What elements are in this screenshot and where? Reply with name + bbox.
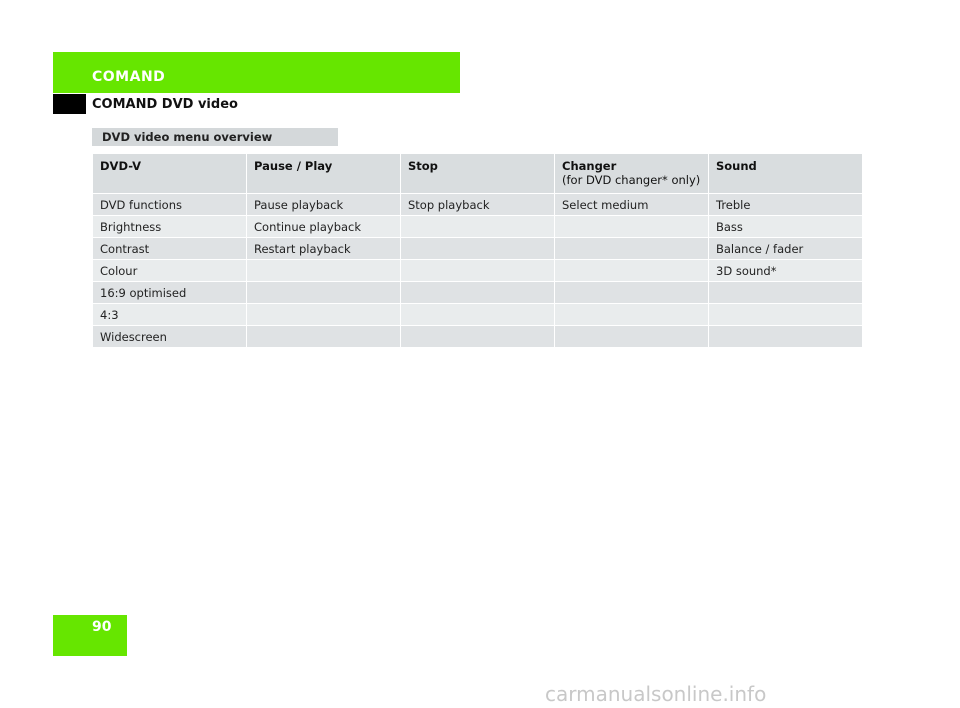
- table-cell: [555, 326, 708, 347]
- table-cell: Treble: [709, 194, 862, 215]
- table-cell: [401, 216, 554, 237]
- table-cell: DVD functions: [93, 194, 246, 215]
- table-row: [93, 304, 862, 325]
- table-row: [93, 216, 862, 237]
- table-cell: Bass: [709, 216, 862, 237]
- table-row: [93, 282, 862, 303]
- table-cell: [401, 238, 554, 259]
- table-cell: [555, 260, 708, 281]
- table-cell: [709, 326, 862, 347]
- table-cell: Contrast: [93, 238, 246, 259]
- table-caption: DVD video menu overview: [102, 130, 273, 144]
- watermark-text: carmanualsonline.info: [545, 682, 767, 706]
- table-cell: [555, 216, 708, 237]
- column-header-pause-play: Pause / Play: [247, 154, 400, 193]
- table-cell: [709, 282, 862, 303]
- table-header-row: [93, 154, 862, 193]
- table-cell: Continue playback: [247, 216, 400, 237]
- column-header-changer-note: (for DVD changer* only): [562, 173, 701, 187]
- table-cell: Brightness: [93, 216, 246, 237]
- table-cell: Colour: [93, 260, 246, 281]
- table-cell: Select medium: [555, 194, 708, 215]
- table-cell: [401, 304, 554, 325]
- table-cell: [555, 304, 708, 325]
- section-title: COMAND DVD video: [92, 97, 238, 112]
- section-marker: [53, 94, 86, 114]
- column-header-stop: Stop: [401, 154, 554, 193]
- table-row: [93, 260, 862, 281]
- chapter-title: COMAND: [92, 69, 166, 85]
- table-cell: [555, 238, 708, 259]
- table-cell: [401, 282, 554, 303]
- page-number-box: [53, 615, 127, 656]
- column-header-sound: Sound: [709, 154, 862, 193]
- table-cell: 16:9 optimised: [93, 282, 246, 303]
- table-cell: 3D sound*: [709, 260, 862, 281]
- dvd-menu-table: [92, 153, 863, 348]
- table-cell: [247, 282, 400, 303]
- table-cell: Restart playback: [247, 238, 400, 259]
- table-cell: [709, 304, 862, 325]
- table-cell: [555, 282, 708, 303]
- table-cell: [401, 326, 554, 347]
- table-cell: [247, 326, 400, 347]
- table-cell: [247, 260, 400, 281]
- table-row: [93, 238, 862, 259]
- table-cell: Widescreen: [93, 326, 246, 347]
- table-cell: Pause playback: [247, 194, 400, 215]
- table-cell: Balance / fader: [709, 238, 862, 259]
- page-number: 90: [92, 619, 112, 635]
- table-cell: [401, 260, 554, 281]
- table-cell: Stop playback: [401, 194, 554, 215]
- table-row: [93, 326, 862, 347]
- column-header-changer: Changer (for DVD changer* only): [555, 154, 708, 193]
- table-cell: 4:3: [93, 304, 246, 325]
- table-cell: [247, 304, 400, 325]
- table-row: [93, 194, 862, 215]
- column-header-dvd-v: DVD-V: [93, 154, 246, 193]
